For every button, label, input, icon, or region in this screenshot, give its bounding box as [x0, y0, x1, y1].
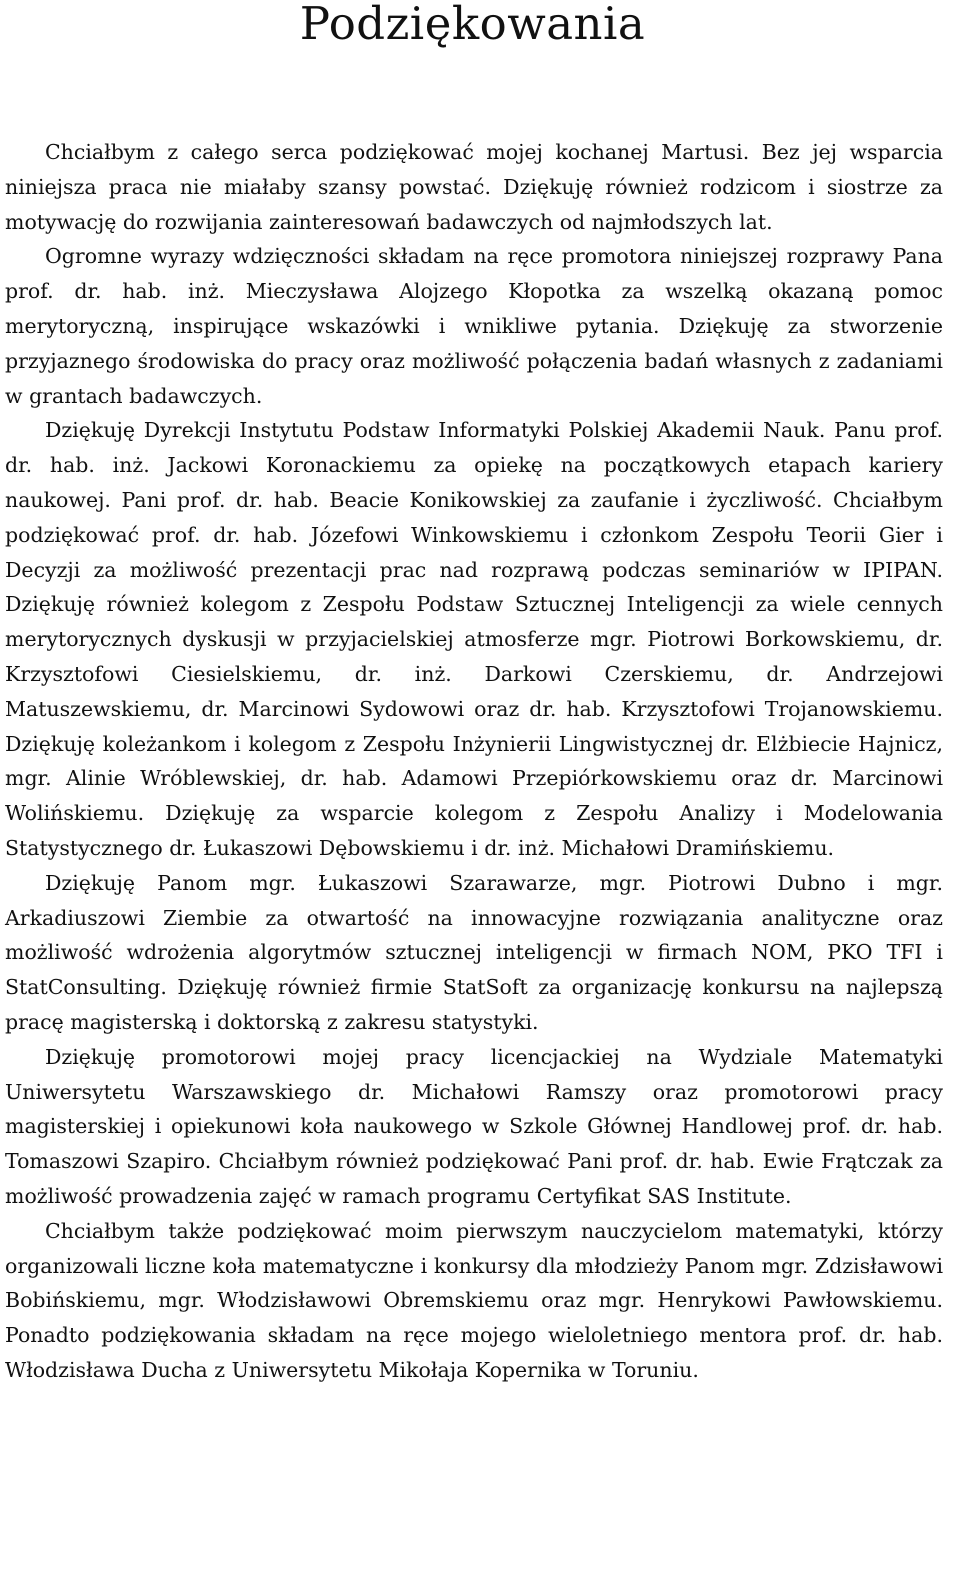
paragraph: Dziękuję Dyrekcji Instytutu Podstaw Informatyki Polskiej Akademii Nauk. Panu prof. dr. hab. inż. Jackowi Koronackiemu za opiekę na początkowych etapach kariery naukowej. Pani prof. dr. hab. Beacie Konikowskiej za zaufanie i życzliwość. Chciałbym podziękować prof. dr. hab. Józefowi Winkowskiemu i członkom Zespołu Teorii Gier i Decyzji za możliwość prezentacji prac nad rozprawą podczas seminariów w IPIPAN. Dziękuję również kolegom z Zespołu Podstaw Sztucznej Inteligencji za wiele cennych merytorycznych dyskusji w przyjacielskiej atmosferze mgr. Piotrowi Borkowskiemu, dr. Krzysztofowi Ciesielskiemu, dr. inż. Darkowi Czerskiemu, dr. Andrzejowi Matuszewskiemu, dr. Marcinowi Sydowowi oraz dr. hab. Krzysztofowi Trojanowskiemu. Dziękuję koleżankom i kolegom z Zespołu Inżynierii Lingwistycznej dr. Elżbiecie Hajnicz, mgr. Alinie Wróblewskiej, dr. hab. Adamowi Przepiórkowskiemu oraz dr. Marcinowi Wolińskiemu. Dziękuję za wsparcie kolegom z Zespołu Analizy i Modelowania Statystycznego dr. Łukaszowi Dębowskiemu i dr. inż. Michałowi Dramińskiemu. [5, 418, 943, 860]
body-text [5, 135, 943, 1388]
paragraph: Dziękuję promotorowi mojej pracy licencjackiej na Wydziale Matematyki Uniwersytetu Warszawskiego dr. Michałowi Ramszy oraz promotorowi pracy magisterskiej i opiekunowi koła naukowego w Szkole Głównej Handlowej prof. dr. hab. Tomaszowi Szapiro. Chciałbym również podziękować Pani prof. dr. hab. Ewie Frątczak za możliwość prowadzenia zajęć w ramach programu Certyfikat SAS Institute. [5, 1044, 943, 1208]
paragraph: Dziękuję Panom mgr. Łukaszowi Szarawarze, mgr. Piotrowi Dubno i mgr. Arkadiuszowi Ziembie za otwartość na innowacyjne rozwiązania analityczne oraz możliwość wdrożenia algorytmów sztucznej inteligencji w firmach NOM, PKO TFI i StatConsulting. Dziękuję również firmie StatSoft za organizację konkursu na najlepszą pracę magisterską i doktorską z zakresu statystyki. [5, 870, 943, 1034]
paragraph: Chciałbym z całego serca podziękować mojej kochanej Martusi. Bez jej wsparcia niniejsza praca nie miałaby szansy powstać. Dziękuję również rodzicom i siostrze za motywację do rozwijania zainteresowań badawczych od najmłodszych lat. [5, 140, 943, 234]
page-title: Podziękowania [299, 0, 646, 50]
paragraph: Chciałbym także podziękować moim pierwszym nauczycielom matematyki, którzy organizowali liczne koła matematyczne i konkursy dla młodzieży Panom mgr. Zdzisławowi Bobińskiemu, mgr. Włodzisławowi Obremskiemu oraz mgr. Henrykowi Pawłowskiemu. Ponadto podziękowania składam na ręce mojego wieloletniego mentora prof. dr. hab. Włodzisława Ducha z Uniwersytetu Mikołaja Kopernika w Toruniu. [5, 1218, 943, 1382]
paragraph: Ogromne wyrazy wdzięczności składam na ręce promotora niniejszej rozprawy Pana prof. dr. hab. inż. Mieczysława Alojzego Kłopotka za wszelką okazaną pomoc merytoryczną, inspirujące wskazówki i wnikliwe pytania. Dziękuję za stworzenie przyjaznego środowiska do pracy oraz możliwość połączenia badań własnych z zadaniami w grantach badawczych. [5, 244, 943, 408]
